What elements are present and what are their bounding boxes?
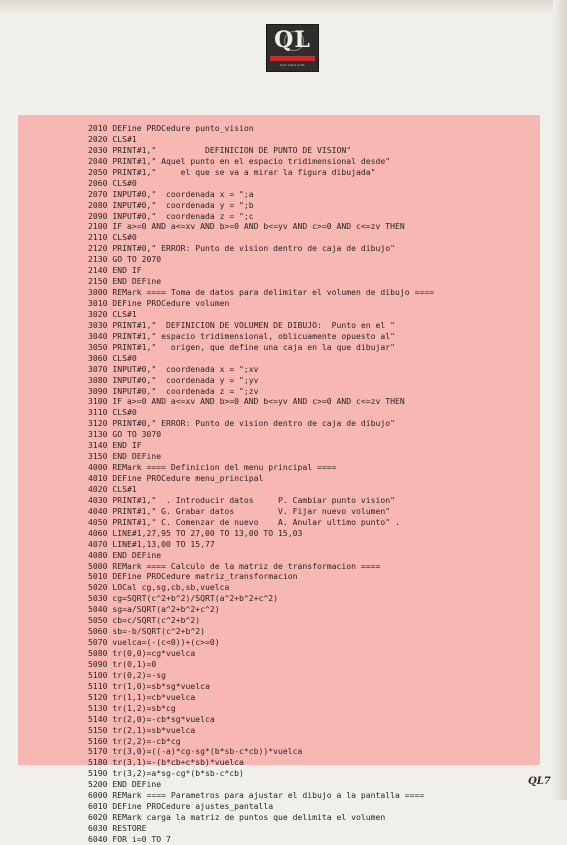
code-line: 5160 tr(2,2)=-cb*cg [88, 735, 181, 746]
code-line: 5130 tr(1,2)=sb*cg [88, 702, 176, 713]
code-line: 5190 tr(3,2)=a*sg-cg*(b*sb-c*cb) [88, 768, 244, 779]
code-line: 5070 vuelca=(-(c<0))+(c>=0) [88, 637, 220, 648]
code-line: 4000 REMark ==== Definicion del menu principal ==== [88, 462, 337, 473]
code-line: 3040 PRINT#1," espacio tridimensional, oblicuamente opuesto al" [88, 330, 395, 341]
code-line: 4080 END DEFine [88, 549, 162, 560]
code-line: 5150 tr(2,1)=sb*vuelca [88, 724, 196, 735]
code-line: 3050 PRINT#1," origen, que define una caja en la que dibujar" [88, 341, 395, 352]
code-line: 4070 LINE#1,13,00 TO 15,77 [88, 538, 215, 549]
code-line: 2040 PRINT#1," Aquel punto en el espacio tridimensional desde" [88, 155, 391, 166]
code-line: 5010 DEFine PROCedure matriz_transformacion [88, 571, 298, 582]
code-line: 5120 tr(1,1)=cb*vuelca [88, 691, 196, 702]
logo-band-text: todo sobre el QL [280, 63, 305, 67]
code-line: 3070 INPUT#0," coordenada x = ";xv [88, 363, 259, 374]
code-line: 5200 END DEFine [88, 779, 162, 790]
code-line: 5060 sb=-b/SQRT(c^2+b^2) [88, 626, 205, 637]
code-line: 4040 PRINT#1," G. Grabar datos V. Fijar nuevo volumen" [88, 505, 391, 516]
code-line: 3030 PRINT#1," DEFINICION DE VOLUMEN DE DIBUJO: Punto en el " [88, 319, 395, 330]
logo-letters: QL [274, 27, 311, 53]
code-line: 2110 CLS#0 [88, 232, 137, 243]
code-line: 5110 tr(1,0)=sb*sg*vuelca [88, 680, 210, 691]
code-line: 3150 END DEFine [88, 451, 162, 462]
code-line: 5100 tr(0,2)=-sg [88, 669, 166, 680]
code-line: 3060 CLS#0 [88, 352, 137, 363]
code-line: 5000 REMark ==== Calculo de la matriz de transformacion ==== [88, 560, 381, 571]
code-line: 3100 IF a>=0 AND a<=xv AND b>=0 AND b<=yv AND c>=0 AND c<=zv THEN [88, 396, 405, 407]
code-line: 6040 FOR i=0 TO 7 [88, 833, 171, 844]
code-line: 3020 CLS#1 [88, 308, 137, 319]
code-line: 4050 PRINT#1," C. Comenzar de nuevo A. Anular ultimo punto" . [88, 516, 400, 527]
code-line: 2090 INPUT#0," coordenada z = ";c [88, 210, 254, 221]
code-line: 5170 tr(3,0)=((-a)*cg-sg*(b*sb-c*cb))*vuelca [88, 746, 303, 757]
code-line: 3120 PRINT#0," ERROR: Punto de vision dentro de caja de dibujo" [88, 418, 395, 429]
code-line: 2120 PRINT#0," ERROR: Punto de vision dentro de caja de dibujo" [88, 243, 395, 254]
code-line: 5020 LOCal cg,sg,cb,sb,vuelca [88, 582, 230, 593]
code-line: 2010 DEFine PROCedure punto_vision [88, 123, 254, 133]
code-line: 2020 CLS#1 [88, 133, 137, 144]
code-line: 6020 REMark carga la matriz de puntos que delimita el volumen [88, 812, 386, 823]
code-line: 3010 DEFine PROCedure volumen [88, 298, 230, 308]
code-line: 5090 tr(0,1)=0 [88, 658, 157, 669]
code-line: 3110 CLS#0 [88, 407, 137, 418]
code-line: 3000 REMark ==== Toma de datos para delimitar el volumen de dibujo ==== [88, 287, 434, 298]
code-line: 2080 INPUT#0," coordenada y = ";b [88, 199, 254, 210]
code-line: 4060 LINE#1,27,95 TO 27,00 TO 13,00 TO 15,03 [88, 527, 303, 538]
page-number: QL7 [528, 776, 551, 787]
code-line: 2130 GO TO 2070 [88, 254, 162, 265]
code-line: 3080 INPUT#0," coordenada y = ";yv [88, 374, 259, 385]
code-line: 6030 RESTORE [88, 823, 147, 833]
code-line: 6010 DEFine PROCedure ajustes_pantalla [88, 801, 274, 812]
code-line: 4010 DEFine PROCedure menu_principal [88, 473, 264, 483]
magazine-logo [266, 24, 319, 72]
code-line: 2060 CLS#0 [88, 177, 137, 188]
code-line: 4020 CLS#1 [88, 483, 137, 494]
code-line: 5040 sg=a/SQRT(a^2+b^2+c^2) [88, 604, 220, 615]
code-line: 3090 INPUT#0," coordenada z = ";zv [88, 385, 259, 396]
code-line: 2030 PRINT#1," DEFINICION DE PUNTO DE VISION" [88, 144, 352, 155]
page-spine-shadow [553, 0, 567, 800]
code-line: 2140 END IF [88, 265, 142, 276]
code-line: 3140 END IF [88, 440, 142, 451]
code-line: 2050 PRINT#1," el que se va a mirar la figura dibujada" [88, 166, 376, 177]
code-line: 5180 tr(3,1)=-(b*cb+c*sb)*vuelca [88, 757, 244, 768]
code-line: 4030 PRINT#1," . Introducir datos P. Cambiar punto vision" [88, 494, 395, 505]
code-line: 2100 IF a>=0 AND a<=xv AND b>=0 AND b<=yv AND c>=0 AND c<=zv THEN [88, 221, 405, 232]
code-line: 3130 GO TO 3070 [88, 429, 162, 440]
logo-red-band [270, 56, 315, 61]
code-line: 5140 tr(2,0)=-cb*sg*vuelca [88, 713, 215, 724]
code-line: 6000 REMark ==== Parametros para ajustar el dibujo a la pantalla ==== [88, 790, 425, 801]
code-line: 5030 cg=SQRT(c^2+b^2)/SQRT(a^2+b^2+c^2) [88, 593, 279, 604]
code-line: 5080 tr(0,0)=cg*vuelca [88, 648, 196, 658]
code-line: 2070 INPUT#0," coordenada x = ";a [88, 188, 254, 199]
page-top-edge [0, 0, 567, 14]
code-line: 2150 END DEFine [88, 276, 162, 287]
code-line: 5050 cb=c/SQRT(c^2+b^2) [88, 615, 201, 626]
